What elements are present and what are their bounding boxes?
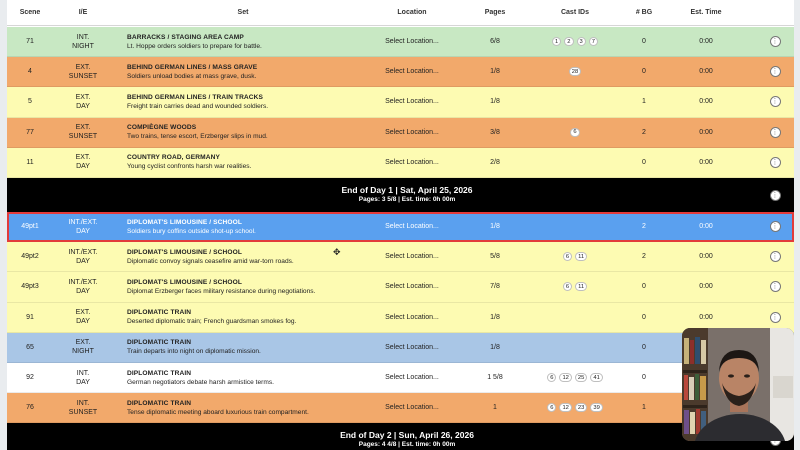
scene-number: 71 xyxy=(26,38,34,46)
cast-id-badge[interactable]: 3 xyxy=(577,37,586,46)
set-text xyxy=(127,63,257,81)
set-text xyxy=(127,248,294,266)
int-ext-cell xyxy=(53,272,113,301)
info-icon: ⋮ xyxy=(771,282,779,291)
set-cell xyxy=(127,148,359,177)
scene-description: Tense diplomatic meeting aboard luxurious train compartment. xyxy=(127,408,309,416)
info-button[interactable] xyxy=(762,272,788,301)
scene-description: Soldiers bury coffins outside shot-up school. xyxy=(127,227,256,235)
location-select[interactable]: Select Location... xyxy=(385,223,439,231)
set-text xyxy=(127,338,261,356)
pages-value: 6/8 xyxy=(490,38,500,46)
time-of-day-label: DAY xyxy=(76,227,90,235)
time-of-day-label: SUNSET xyxy=(68,408,98,416)
time-of-day-label: SUNSET xyxy=(68,133,98,141)
info-icon: ⋮ xyxy=(771,97,779,106)
scene-number: 65 xyxy=(26,343,34,351)
set-cell xyxy=(127,272,359,301)
set-cell xyxy=(127,118,359,147)
header-bg[interactable]: # BG xyxy=(635,9,653,16)
presenter-video-image xyxy=(682,328,794,441)
end-of-day-bar xyxy=(7,423,794,450)
set-cell xyxy=(127,303,359,332)
pages-value: 1/8 xyxy=(490,68,500,76)
pages-value: 1/8 xyxy=(490,343,500,351)
cast-id-badge[interactable]: 6 xyxy=(563,252,572,261)
set-cell xyxy=(127,363,359,392)
set-cell xyxy=(127,87,359,116)
pages-value: 5/8 xyxy=(490,253,500,261)
header-scene[interactable]: Scene xyxy=(19,9,41,16)
location-select[interactable]: Select Location... xyxy=(385,283,439,291)
info-icon: ⋮ xyxy=(771,157,779,166)
end-of-day-title: End of Day 2 | Sun, April 26, 2026 xyxy=(340,430,474,441)
time-of-day-label: NIGHT xyxy=(72,42,94,50)
cast-id-badge[interactable]: 23 xyxy=(575,403,587,412)
est-time: 0:00 xyxy=(699,283,713,291)
bg-count: 0 xyxy=(642,343,646,351)
table-row[interactable] xyxy=(7,27,794,57)
table-header xyxy=(7,0,794,26)
location-select[interactable]: Select Location... xyxy=(385,253,439,261)
int-ext-cell xyxy=(53,333,113,362)
set-text xyxy=(127,308,296,326)
table-row[interactable] xyxy=(7,87,794,117)
location-select[interactable]: Select Location... xyxy=(385,38,439,46)
set-cell xyxy=(127,242,359,271)
info-button[interactable] xyxy=(762,87,788,116)
cast-ids xyxy=(528,303,622,332)
cast-id-badge[interactable]: 6 xyxy=(563,282,572,291)
cast-ids xyxy=(528,272,622,301)
table-row[interactable] xyxy=(7,363,794,393)
end-of-day-summary: Pages: 4 4/8 | Est. time: 0h 00m xyxy=(358,441,456,449)
stripboard xyxy=(7,0,794,450)
set-text xyxy=(127,93,268,111)
info-icon: ⋮ xyxy=(771,67,779,76)
bg-count: 0 xyxy=(642,68,646,76)
table-row[interactable] xyxy=(7,333,794,363)
cast-id-badge[interactable]: 11 xyxy=(575,282,587,291)
set-title: DIPLOMATIC TRAIN xyxy=(127,309,192,317)
info-button[interactable] xyxy=(762,242,788,271)
cast-ids xyxy=(528,57,622,86)
info-icon: ⋮ xyxy=(771,252,779,261)
time-of-day-label: DAY xyxy=(76,287,90,295)
info-icon: ⋮ xyxy=(771,190,779,199)
table-row-selected[interactable] xyxy=(7,212,794,242)
cast-id-badge[interactable]: 41 xyxy=(590,373,602,382)
location-select[interactable]: Select Location... xyxy=(385,404,439,412)
end-of-day-title: End of Day 1 | Sat, April 25, 2026 xyxy=(341,185,473,195)
table-row[interactable] xyxy=(7,242,794,272)
scene-description: Soldiers unload bodies at mass grave, dusk. xyxy=(127,72,257,80)
bg-count: 1 xyxy=(642,404,646,412)
cast-id-badge[interactable]: 2 xyxy=(564,37,573,46)
pages-value: 1 xyxy=(493,404,497,412)
set-title: DIPLOMATIC TRAIN xyxy=(127,369,192,377)
int-ext-cell xyxy=(53,148,113,177)
set-title: DIPLOMAT'S LIMOUSINE / SCHOOL xyxy=(127,278,242,286)
set-cell xyxy=(127,57,359,86)
int-ext-cell xyxy=(53,57,113,86)
move-cursor-icon: ✥ xyxy=(333,248,341,258)
table-row[interactable] xyxy=(7,303,794,333)
cast-id-badge[interactable]: 6 xyxy=(547,373,556,382)
cast-id-badge[interactable]: 11 xyxy=(575,252,587,261)
info-button[interactable] xyxy=(762,27,788,56)
int-ext-label: INT. xyxy=(76,369,90,377)
scene-description: Deserted diplomatic train; French guardsman smokes fog. xyxy=(127,318,297,326)
location-select[interactable]: Select Location... xyxy=(385,343,439,351)
location-select[interactable]: Select Location... xyxy=(385,98,439,106)
set-title: COUNTRY ROAD, GERMANY xyxy=(127,154,220,162)
est-time: 0:00 xyxy=(699,223,713,231)
scene-description: Young cyclist confronts harsh war realities. xyxy=(127,163,252,171)
table-row[interactable] xyxy=(7,57,794,87)
int-ext-label: INT. xyxy=(76,399,90,407)
location-select[interactable]: Select Location... xyxy=(385,158,439,166)
cast-ids xyxy=(528,27,622,56)
location-select[interactable]: Select Location... xyxy=(385,128,439,136)
scene-number: 91 xyxy=(26,313,34,321)
int-ext-label: EXT. xyxy=(75,93,91,101)
info-icon: ⋮ xyxy=(771,312,779,321)
scene-number: 5 xyxy=(28,98,32,106)
scene-description: Two trains, tense escort, Erzberger slips in mud. xyxy=(127,133,268,141)
scene-description: Train departs into night on diplomatic mission. xyxy=(127,348,261,356)
scene-description: Diplomatic convoy signals ceasefire amid war-torn roads. xyxy=(127,257,294,265)
bg-count: 2 xyxy=(642,128,646,136)
time-of-day-label: DAY xyxy=(76,318,90,326)
set-title: DIPLOMATIC TRAIN xyxy=(127,339,192,347)
est-time: 0:00 xyxy=(699,98,713,106)
set-title: BARRACKS / STAGING AREA CAMP xyxy=(127,33,244,41)
table-row[interactable] xyxy=(7,118,794,148)
int-ext-cell xyxy=(53,363,113,392)
cast-ids xyxy=(528,118,622,147)
info-button[interactable] xyxy=(762,212,788,241)
webcam-overlay xyxy=(682,328,794,441)
int-ext-cell xyxy=(53,393,113,422)
int-ext-label: INT./EXT. xyxy=(68,278,98,286)
int-ext-cell xyxy=(53,212,113,241)
cast-id-badge[interactable]: 28 xyxy=(569,67,581,76)
cast-id-badge[interactable]: 6 xyxy=(547,403,556,412)
int-ext-label: INT./EXT. xyxy=(68,218,98,226)
int-ext-label: INT./EXT. xyxy=(68,248,98,256)
set-text xyxy=(127,153,251,171)
set-cell xyxy=(127,212,359,241)
est-time: 0:00 xyxy=(699,38,713,46)
set-title: COMPIÈGNE WOODS xyxy=(127,124,197,132)
set-title: BEHIND GERMAN LINES / TRAIN TRACKS xyxy=(127,93,264,101)
scene-number: 11 xyxy=(26,158,34,166)
scene-number: 49pt2 xyxy=(21,253,39,261)
bg-count: 0 xyxy=(642,374,646,382)
end-of-day-summary: Pages: 3 5/8 | Est. time: 0h 00m xyxy=(358,196,456,203)
int-ext-label: EXT. xyxy=(75,63,91,71)
cast-id-badge[interactable]: 12 xyxy=(559,403,571,412)
time-of-day-label: DAY xyxy=(76,102,90,110)
set-text xyxy=(127,33,262,51)
cast-id-badge[interactable]: 25 xyxy=(575,373,587,382)
info-icon: ⋮ xyxy=(771,127,779,136)
header-set[interactable]: Set xyxy=(237,9,249,16)
time-of-day-label: DAY xyxy=(76,163,90,171)
pages-value: 1 5/8 xyxy=(487,374,503,382)
pages-value: 1/8 xyxy=(490,313,500,321)
scene-number: 4 xyxy=(28,68,32,76)
set-text xyxy=(127,218,256,236)
set-title: DIPLOMAT'S LIMOUSINE / SCHOOL xyxy=(127,248,242,256)
set-title: BEHIND GERMAN LINES / MASS GRAVE xyxy=(127,63,258,71)
cast-ids xyxy=(528,333,622,362)
bg-count: 0 xyxy=(642,313,646,321)
scene-number: 49pt3 xyxy=(21,283,39,291)
cast-ids xyxy=(528,212,622,241)
cast-id-badge[interactable]: 1 xyxy=(552,37,561,46)
scene-number: 92 xyxy=(26,374,34,382)
int-ext-cell xyxy=(53,303,113,332)
bg-count: 0 xyxy=(642,158,646,166)
scene-number: 49pt1 xyxy=(21,223,39,231)
end-of-day-bar xyxy=(7,178,794,212)
time-of-day-label: DAY xyxy=(76,257,90,265)
set-cell xyxy=(127,393,359,422)
pages-value: 7/8 xyxy=(490,283,500,291)
set-text xyxy=(127,399,309,417)
info-button[interactable] xyxy=(762,148,788,177)
cast-ids xyxy=(528,363,622,392)
int-ext-label: EXT. xyxy=(75,309,91,317)
header-est-time[interactable]: Est. Time xyxy=(690,9,722,16)
est-time: 0:00 xyxy=(699,313,713,321)
set-title: DIPLOMAT'S LIMOUSINE / SCHOOL xyxy=(127,218,242,226)
bg-count: 1 xyxy=(642,98,646,106)
set-text xyxy=(127,123,268,141)
table-row[interactable] xyxy=(7,272,794,302)
int-ext-label: INT. xyxy=(76,33,90,41)
header-ie[interactable]: I/E xyxy=(78,9,88,16)
info-button[interactable] xyxy=(762,57,788,86)
pages-value: 2/8 xyxy=(490,158,500,166)
cast-id-badge[interactable]: 12 xyxy=(559,373,571,382)
info-button[interactable] xyxy=(762,118,788,147)
pages-value: 1/8 xyxy=(490,223,500,231)
int-ext-label: EXT. xyxy=(75,124,91,132)
bg-count: 0 xyxy=(642,283,646,291)
table-row[interactable] xyxy=(7,393,794,423)
info-icon: ⋮ xyxy=(771,222,779,231)
bg-count: 2 xyxy=(642,223,646,231)
est-time: 0:00 xyxy=(699,128,713,136)
header-cast-ids[interactable]: Cast IDs xyxy=(560,9,589,16)
time-of-day-label: NIGHT xyxy=(72,348,94,356)
scene-description: German negotiators debate harsh armistice terms. xyxy=(127,378,274,386)
cast-id-badge[interactable]: 6 xyxy=(570,128,579,137)
time-of-day-label: DAY xyxy=(76,378,90,386)
int-ext-label: EXT. xyxy=(75,154,91,162)
est-time: 0:00 xyxy=(699,68,713,76)
scene-number: 76 xyxy=(26,404,34,412)
cast-ids xyxy=(528,393,622,422)
cast-ids xyxy=(528,148,622,177)
bg-count: 0 xyxy=(642,38,646,46)
scene-description: Lt. Hoppe orders soldiers to prepare for battle. xyxy=(127,42,262,50)
cast-ids xyxy=(528,242,622,271)
info-icon: ⋮ xyxy=(771,37,779,46)
pages-value: 1/8 xyxy=(490,98,500,106)
int-ext-cell xyxy=(53,27,113,56)
header-location[interactable]: Location xyxy=(397,9,427,16)
int-ext-cell xyxy=(53,87,113,116)
set-cell xyxy=(127,27,359,56)
int-ext-cell xyxy=(53,242,113,271)
scene-description: Freight train carries dead and wounded soldiers. xyxy=(127,102,269,110)
scene-number: 77 xyxy=(26,128,34,136)
table-row[interactable] xyxy=(7,148,794,178)
est-time: 0:00 xyxy=(699,253,713,261)
header-pages[interactable]: Pages xyxy=(484,9,506,16)
bg-count: 2 xyxy=(642,253,646,261)
location-select[interactable]: Select Location... xyxy=(385,374,439,382)
set-title: DIPLOMATIC TRAIN xyxy=(127,399,192,407)
pages-value: 3/8 xyxy=(490,128,500,136)
cast-id-badge[interactable]: 7 xyxy=(589,37,598,46)
est-time: 0:00 xyxy=(699,158,713,166)
int-ext-cell xyxy=(53,118,113,147)
set-text xyxy=(127,369,274,387)
int-ext-label: EXT. xyxy=(75,339,91,347)
location-select[interactable]: Select Location... xyxy=(385,313,439,321)
time-of-day-label: SUNSET xyxy=(68,72,98,80)
day-info-button[interactable] xyxy=(762,178,788,212)
cast-ids xyxy=(528,87,622,116)
set-cell xyxy=(127,333,359,362)
cast-id-badge[interactable]: 39 xyxy=(590,403,602,412)
location-select[interactable]: Select Location... xyxy=(385,68,439,76)
set-text xyxy=(127,278,315,296)
scene-description: Diplomat Erzberger faces military resistance during negotiations. xyxy=(127,287,316,295)
